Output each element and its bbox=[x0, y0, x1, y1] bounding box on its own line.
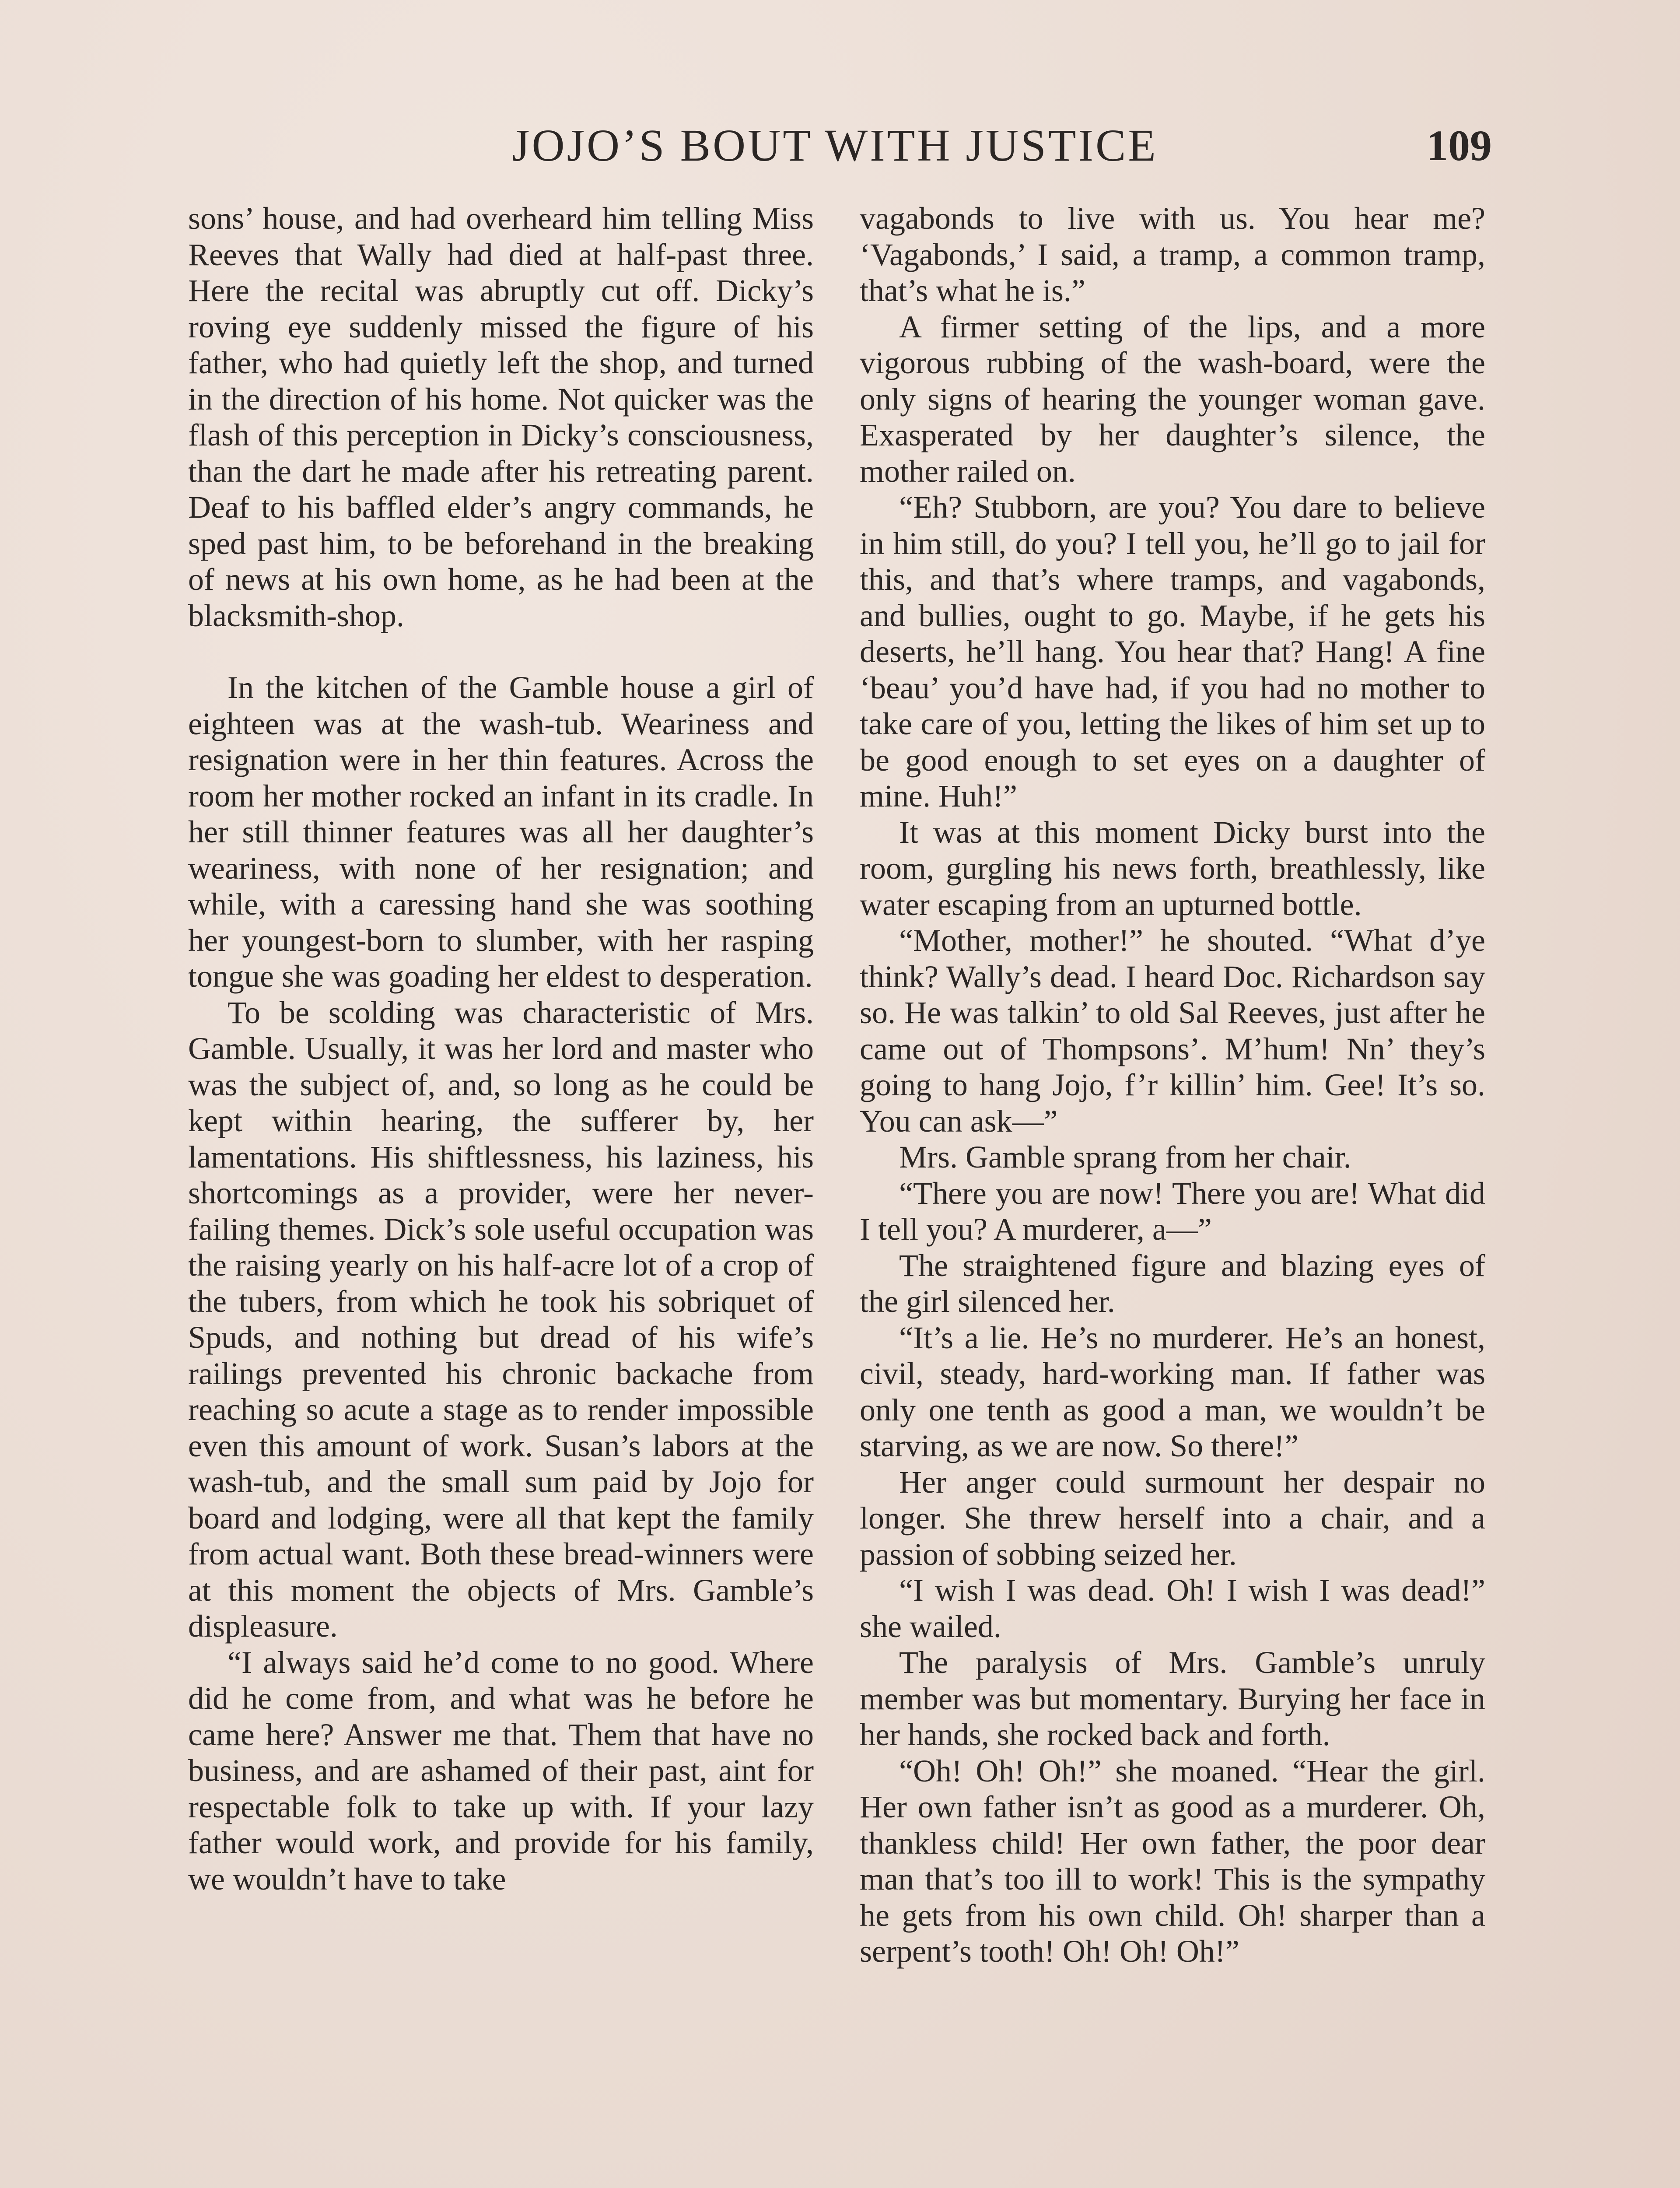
paragraph: A firmer setting of the lips, and a more vigorous rubbing of the wash-board, were the only signs of hearing the younger woman gave. Exasperated by her daughter’s silence, the mother railed on. bbox=[860, 309, 1485, 489]
paragraph: “I always said he’d come to no good. Where did he come from, and what was he before he came here? Answer me that. Them that have no business, and are ashamed of their past, aint for respectable folk to take up with. If your lazy father would work, and provide for his family, we wouldn’t have to take bbox=[188, 1645, 814, 1897]
paragraph: To be scolding was characteristic of Mrs. Gamble. Usually, it was her lord and master who was the subject of, and, so long as he could be kept within hearing, the sufferer by, her lamentations. His shiftlessness, his laziness, his shortcomings as a provider, were her never-failing themes. Dick’s sole useful occupation was the raising yearly on his half-acre lot of a crop of the tubers, from which he took his sobriquet of Spuds, and nothing but dread of his wife’s railings prevented his chronic backache from reaching so acute a stage as to render impossible even this amount of work. Susan’s labors at the wash-tub, and the small sum paid by Jojo for board and lodging, were all that kept the family from actual want. Both these bread-winners were at this moment the objects of Mrs. Gamble’s displeasure. bbox=[188, 995, 814, 1644]
paragraph: sons’ house, and had overheard him telling Miss Reeves that Wally had died at half-past three. Here the recital was abruptly cut off. Dicky’s roving eye suddenly missed the figure of his father, who had quietly left the shop, and turned in the direction of his home. Not quicker was the flash of this perception in Dicky’s consciousness, than the dart he made after his retreating parent. Deaf to his baffled elder’s angry commands, he sped past him, to be beforehand in the breaking of news at his own home, as he had been at the blacksmith-shop. bbox=[188, 201, 814, 633]
paragraph: The paralysis of Mrs. Gamble’s unruly member was but momentary. Burying her face in her hands, she rocked back and forth. bbox=[860, 1645, 1485, 1752]
paragraph: “I wish I was dead. Oh! I wish I was dead!” she wailed. bbox=[860, 1573, 1485, 1644]
paragraph: “Eh? Stubborn, are you? You dare to believe in him still, do you? I tell you, he’ll go to jail for this, and that’s where tramps, and vagabonds, and bullies, ought to go. Maybe, if he gets his deserts, he’ll hang. You hear that? Hang! A fine ‘beau’ you’d have had, if you had no mother to take care of you, letting the likes of him set up to be good enough to set eyes on a daughter of mine. Huh!” bbox=[860, 490, 1485, 813]
paragraph: “There you are now! There you are! What did I tell you? A murderer, a—” bbox=[860, 1175, 1485, 1247]
page-title: JOJO’S BOUT WITH JUSTICE bbox=[512, 120, 1158, 171]
page-header bbox=[175, 117, 1492, 174]
page-number: 109 bbox=[1426, 121, 1492, 170]
paragraph: “It’s a lie. He’s no murderer. He’s an honest, civil, steady, hard-working man. If father was only one tenth as good a man, we wouldn’t be starving, as we are now. So there!” bbox=[860, 1320, 1485, 1463]
paragraph: The straightened figure and blazing eyes of the girl silenced her. bbox=[860, 1248, 1485, 1319]
paragraph: Her anger could surmount her despair no longer. She threw herself into a chair, and a passion of sobbing seized her. bbox=[860, 1464, 1485, 1572]
paragraph: Mrs. Gamble sprang from her chair. bbox=[899, 1140, 1351, 1175]
paragraph: vagabonds to live with us. You hear me? ‘Vagabonds,’ I said, a tramp, a common tramp, that’s what he is.” bbox=[860, 201, 1485, 308]
left-column bbox=[188, 200, 814, 1897]
paragraph: In the kitchen of the Gamble house a girl of eighteen was at the wash-tub. Weariness and resignation were in her thin features. Across the room her mother rocked an infant in its cradle. In her still thinner features was all her daughter’s weariness, with none of her resignation; and while, with a caressing hand she was soothing her youngest-born to slumber, with her rasping tongue she was goading her eldest to desperation. bbox=[188, 670, 814, 994]
paragraph: It was at this moment Dicky burst into the room, gurgling his news forth, breathlessly, like water escaping from an upturned bottle. bbox=[860, 814, 1485, 922]
paragraph: “Oh! Oh! Oh!” she moaned. “Hear the girl. Her own father isn’t as good as a murderer. Oh, thankless child! Her own father, the poor dear man that’s too ill to work! This is the sympathy he gets from his own child. Oh! sharper than a serpent’s tooth! Oh! Oh! Oh!” bbox=[860, 1753, 1485, 1969]
paragraph: “Mother, mother!” he shouted. “What d’ye think? Wally’s dead. I heard Doc. Richardson say so. He was talkin’ to old Sal Reeves, just after he came out of Thompsons’. M’hum! Nn’ they’s going to hang Jojo, f’r killin’ him. Gee! It’s so. You can ask—” bbox=[860, 923, 1485, 1139]
right-column bbox=[860, 200, 1485, 1970]
